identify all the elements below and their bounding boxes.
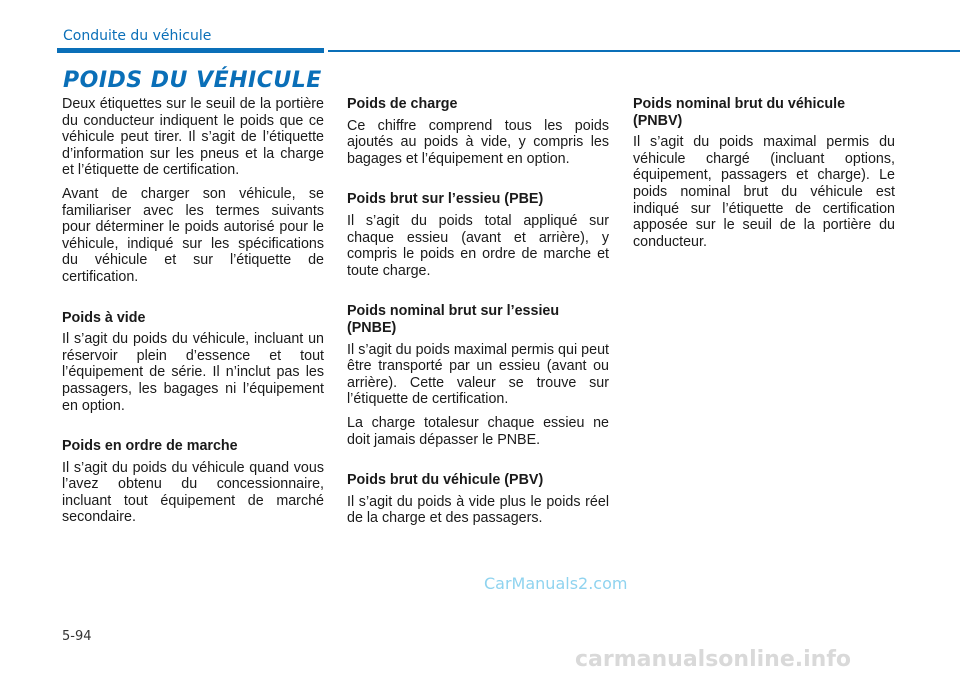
intro-paragraph: Deux étiquettes sur le seuil de la portière du conducteur indiquent le poids que ce véhicule peut tirer. Il s’agit de l’étiquette d’information sur les pneus et la charge et l’étiquette de certification. — [62, 96, 324, 179]
page-number: 5-94 — [62, 629, 92, 644]
text-poids-a-vide: Il s’agit du poids du véhicule, incluant un réservoir plein d’essence et tout l’équipement de série. Il n’inclut pas les passagers, les bagages ni l’équipement en option. — [62, 331, 324, 414]
column-3 — [633, 96, 895, 257]
column-2 — [347, 96, 609, 534]
header-rule-thick — [57, 48, 324, 53]
loading-paragraph: Avant de charger son véhicule, se familiariser avec les termes suivants pour déterminer le poids autorisé pour le véhicule, indiqué sur les spécifications du véhicule et sur l’étiquette de certification. — [62, 185, 324, 285]
text-pnbe-2: La charge totalesur chaque essieu ne doit jamais dépasser le PNBE. — [347, 414, 609, 448]
watermark-link[interactable]: CarManuals2.com — [484, 574, 628, 593]
text-poids-en-ordre-de-marche: Il s’agit du poids du véhicule quand vous l’avez obtenu du concessionnaire, incluant tout équipement de marché secondaire. — [62, 459, 324, 526]
heading-poids-de-charge: Poids de charge — [347, 96, 458, 112]
heading-poids-a-vide: Poids à vide — [62, 309, 146, 326]
text-poids-de-charge: Ce chiffre comprend tous les poids ajoutés au poids à vide, y compris les bagages et l’équipement en option. — [347, 117, 609, 167]
heading-pbv: Poids brut du véhicule (PBV) — [347, 472, 544, 489]
heading-pbe: Poids brut sur l’essieu (PBE) — [347, 191, 544, 208]
text-pbe: Il s’agit du poids total appliqué sur chaque essieu (avant et arrière), y compris le poids en ordre de marche et toute charge. — [347, 212, 609, 279]
text-pbv: Il s’agit du poids à vide plus le poids réel de la charge et des passagers. — [347, 493, 609, 527]
heading-pnbe: Poids nominal brut sur l’essieu (PNBE) — [347, 303, 560, 336]
text-pnbe-1: Il s’agit du poids maximal permis qui peut être transporté par un essieu (avant ou arrière). Cette valeur se trouve sur l’étiquette de certification. — [347, 341, 609, 408]
watermark-footer: carmanualsonline.info — [575, 647, 851, 672]
text-pnbv: Il s’agit du poids maximal permis du véhicule chargé (incluant options, équipement, passagers et charge). Le poids nominal brut du véhicule est indiqué sur l’étiquette de certification apposée sur le seuil de la portière du conducteur. — [633, 134, 895, 250]
heading-pnbv: Poids nominal brut du véhicule (PNBV) — [633, 96, 846, 129]
header-rule-thin — [328, 50, 960, 52]
heading-poids-en-ordre-de-marche: Poids en ordre de marche — [62, 438, 238, 455]
section-label: Conduite du véhicule — [63, 28, 212, 44]
page-title: POIDS DU VÉHICULE — [63, 68, 322, 93]
column-1 — [62, 96, 324, 533]
